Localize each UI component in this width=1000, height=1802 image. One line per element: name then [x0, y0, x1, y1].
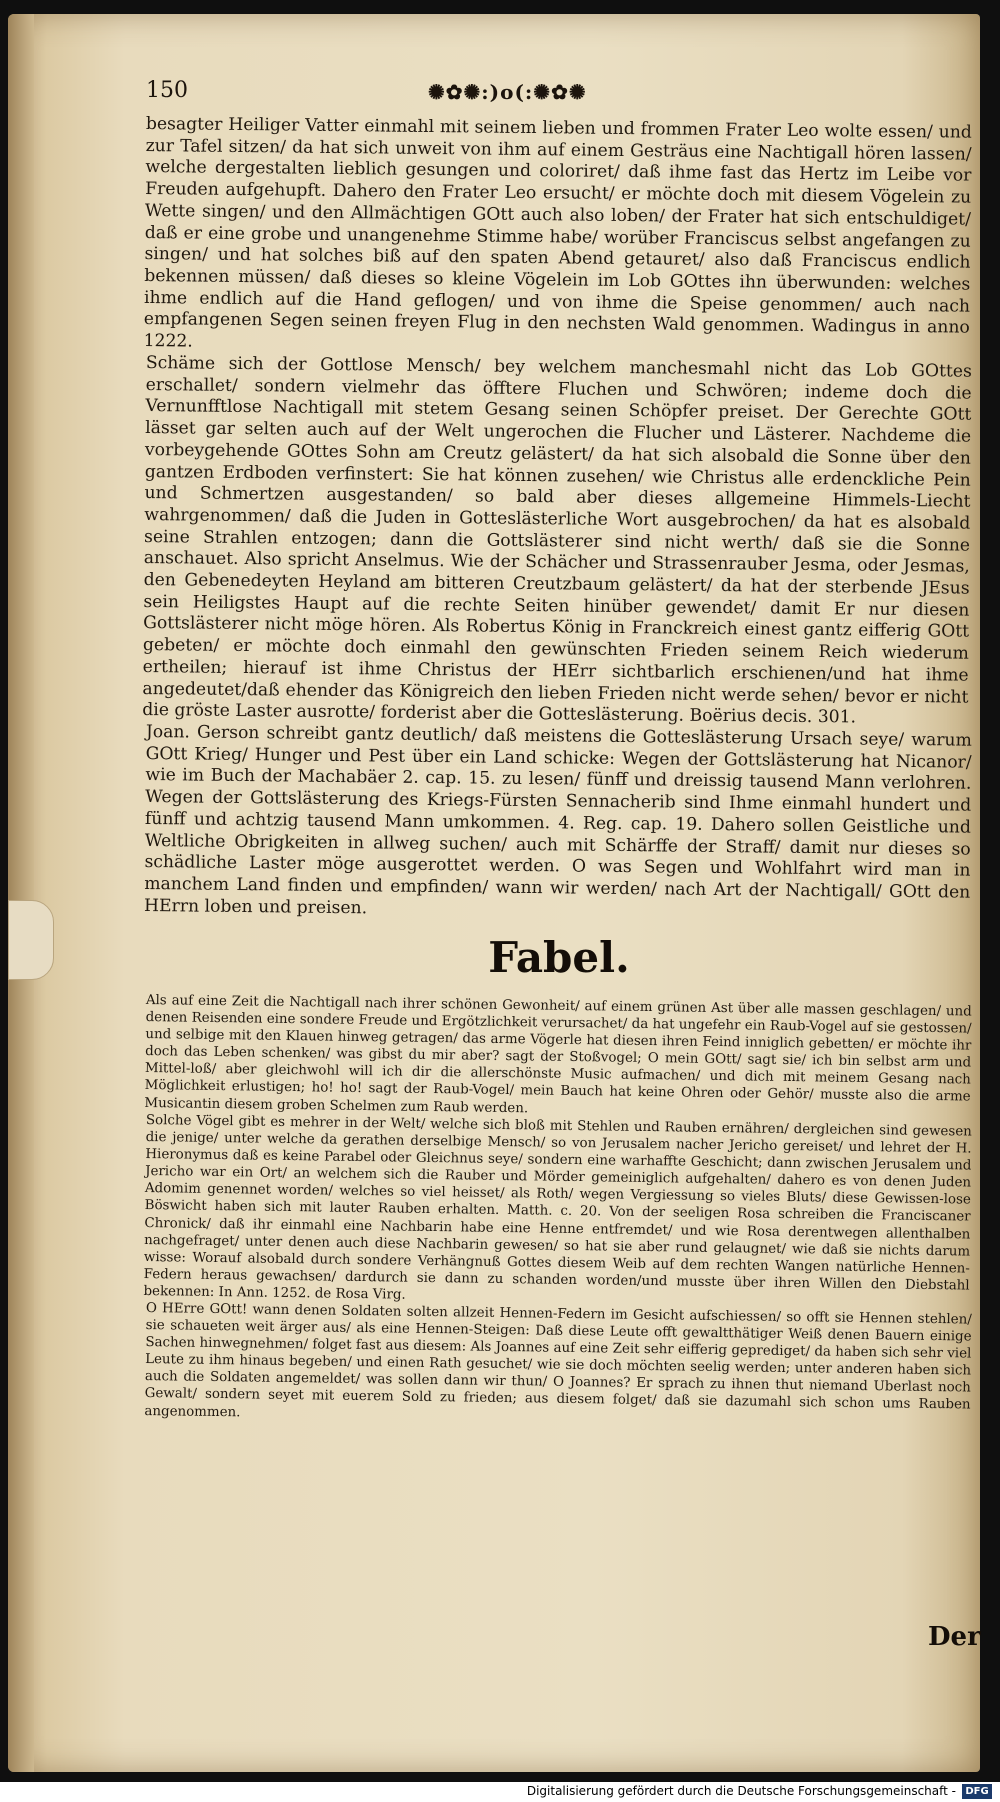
page-clip	[8, 900, 54, 980]
header-ornament: ✺✿✺:)o(:✺✿✺	[428, 80, 587, 104]
footer-bar	[0, 1782, 1000, 1802]
fabel-paragraph: Als auf eine Zeit die Nachtigall nach ihrer schönen Gewonheit/ auf einem grünen Ast über alle massen geschlagen/ und denen Reisenden eine sondere Freude und Ergötzlichkeit verursachet/ da hat ungefehr ein Raub-Vogel auf sie gestossen/ und selbige mit den Klauen hinweg getragen/ das arme Vögerle hat diesen ihren Feind inniglich gebetten/ er möchte ihr doch das Leben schenken/ was gibst du mir aber? sagt der Stoßvogel; O mein GOtt/ sagt sie/ ich bin selbst arm und Mittel-loß/ aber gleichwohl will ich dir die allerschönste Music aufmachen/ und dich mit meinem Gesang nach Möglichkeit erlustigen; ho! ho! sagt der Raub-Vogel/ mein Bauch hat keine Ohren oder Gehör/ musste also die arme Musicantin diesem groben Schelmen zum Raub werden.	[144, 993, 972, 1116]
catchword: Der	[928, 1622, 981, 1652]
body-paragraph: besagter Heiliger Vatter einmahl mit seinem lieben und frommen Frater Leo wolte essen/ und zur Tafel sitzen/ da hat sich unweit von ihm auf einem Gesträus eine Nachtigall hören lassen/ welche dergestalten lieblich gesungen und coloriret/ daß ihme fast das Hertz im Leibe vor Freuden aufgehupft. Dahero den Frater Leo ersucht/ er möchte doch mit diesem Vögelein zu Wette singen/ und den Allmächtigen GOtt auch also loben/ der Frater hat sich entschuldiget/ daß er eine grobe und unangenehme Stimme habe/ worüber Franciscus selbst angefangen zu singen/ und hat solches biß auf den spaten Abend getauret/ also daß Franciscus endlich bekennen müssen/ daß dieses so kleine Vögelein im Lob GOttes ihn überwunden: welches ihme endlich auf die Hand geflogen/ und von ihme die Speise genommen/ auch nach empfangenen Segen seinen freyen Flug in den nechsten Wald genommen. Wadingus in anno 1222.	[143, 114, 972, 352]
fabel-paragraph: O HErre GOtt! wann denen Soldaten solten allzeit Hennen-Federn im Gesicht aufschiessen/ so offt sie Hennen stehlen/ sie schaueten weit ärger aus/ als eine Hennen-Steigen: Daß diese Leute offt gewaltthätiger Weiß denen Bauern einige Sachen hinwegnehmen/ folget fast aus diesem: Als Joannes auf eine Zeit sehr eifferig geprediget/ da haben sich sehr viel Leute zu ihm hinaus begeben/ und einen Rath gesuchet/ wie sie doch möchten seelig werden; unter anderen haben sich auch die Soldaten angemeldet/ was sollen dann wir thun/ O Joannes? Er sprach zu ihnen thut niemand Uberlast noch Gewalt/ sondern seyet mit euerem Sold zu frieden; aus diesem folget/ daß sie dazumahl sich schon ums Rauben angenommen.	[144, 1300, 972, 1420]
body-paragraph: Joan. Gerson schreibt gantz deutlich/ daß meistens die Gotteslästerung Ursach seye/ warum GOtt Krieg/ Hunger und Pest über ein Land schicke: Wegen der Gottslästerung hat Nicanor/ wie im Buch der Machabäer 2. cap. 15. zu lesen/ fünff und dreissig tausend Mann verlohren. Wegen der Gottslästerung des Kriegs-Fürsten Sennacherib sind Ihme einmahl hundert und fünff und achtzig tausend Mann umkommen. 4. Reg. cap. 19. Dahero sollen Geistliche und Weltliche Obrigkeiten in allweg suchen/ auch mit Schärffe der Straff/ damit nur dieses so schädliche Laster möge ausgerottet werden. O was Segen und Wohlfahrt wird man in manchem Land finden und empfinden/ wann wir werden/ nach Art der Nachtigall/ GOtt den HErrn loben und preisen.	[143, 721, 972, 918]
funding-credit: Digitalisierung gefördert durch die Deutsche Forschungsgemeinschaft -	[526, 1784, 956, 1798]
fabel-paragraph: Solche Vögel gibt es mehrer in der Welt/ welche sich bloß mit Stehlen und Rauben ernähren/ dergleichen sind gewesen die jenige/ unter welche da gerathen derselbige Mensch/ so von Jerusalem nacher Jericho gereiset/ und lehret der H. Hieronymus daß es keine Parabel oder Gleichnus seye/ sondern eine warhaffte Geschicht; dann zwischen Jerusalem und Jericho war ein Ort/ an welchem sich die Rauber und Mörder gemeiniglich aufgehalten/ dahero es von denen Juden Adomim genennet worden/ welches so viel heisset/ als Roth/ wegen Vergiessung so vieles Bluts/ diese Gewissen-lose Böswicht haben sich mit lauter Rauben erhalten. Matth. c. 20. Von der seeligen Rosa schreiben die Franciscaner Chronick/ daß ihr einmahl eine Nachbarin habe eine Henne entfremdet/ und wie Rosa derentwegen allenthalben nachgefraget/ unter denen auch diese Nachbarin gewesen/ so hat sie aber rund gelaugnet/ wie daß sie nichts darum wisse: Worauf alsobald durch sondere Verhängnuß Gottes diesem Weib auf dem rechten Wangen natürliche Hennen-Federn heraus gewachsen/ dardurch sie dann zu schanden worden/und musste über ihren Willen den Diebstahl bekennen: In Ann. 1252. de Rosa Virg.	[143, 1112, 972, 1303]
page-number: 150	[146, 78, 188, 103]
dfg-logo: DFG	[962, 1784, 992, 1799]
page-gutter	[8, 14, 34, 1772]
body-paragraph: Schäme sich der Gottlose Mensch/ bey welchem manchesmahl nicht das Lob GOttes erschallet/ sondern vielmehr das öfftere Fluchen und Schwören; indeme doch die Vernunfftlose Nachtigall mit stetem Gesang seinen Schöpfer preiset. Der Gerechte GOtt lässet gar selten auch auf der Welt ungerochen die Flucher und Lästerer. Nachdeme die vorbeygehende GOttes Sohn am Creutz gelästert/ da hat sich alsobald die Sonne über den gantzen Erdboden verfinstert: Sie hat können zusehen/ wie Christus alle erdenckliche Pein und Schmertzen ausgestanden/ so bald aber dieses allgemeine Himmels-Liecht wahrgenommen/ daß die Juden in Gotteslästerliche Wort ausgebrochen/ da hat es alsobald seine Strahlen entzogen; dann die Gottslästerer sind nicht werth/ daß sie die Sonne anschauet. Also spricht Anselmus. Wie der Schächer und Strassenrauber Jesma, oder Jesmas, den Gebenedeyten Heyland am bitteren Creutzbaum gelästert/ da hat der sterbende JEsus sein Heiligstes Haupt auf die rechte Seiten hinüber gewendet/ damit Er nur diesen Gottslästerer nicht möge hören. Als Robertus König in Franckreich einest gantz eifferig GOtt gebeten/ er möchte doch einmahl den gewünschten Frieden seinem Reich wiederum ertheilen; hierauf ist ihme Christus der HErr sichtbarlich erschienen/und hat ihme angedeutet/daß ehender das Königreich den lieben Frieden nicht werde sehen/ bevor er nicht die gröste Laster ausrotte/ forderist aber die Gotteslästerung. Boërius decis. 301.	[142, 352, 972, 728]
page-header	[146, 78, 978, 112]
fabel-heading: Fabel.	[488, 933, 630, 983]
page-body	[142, 114, 972, 1420]
